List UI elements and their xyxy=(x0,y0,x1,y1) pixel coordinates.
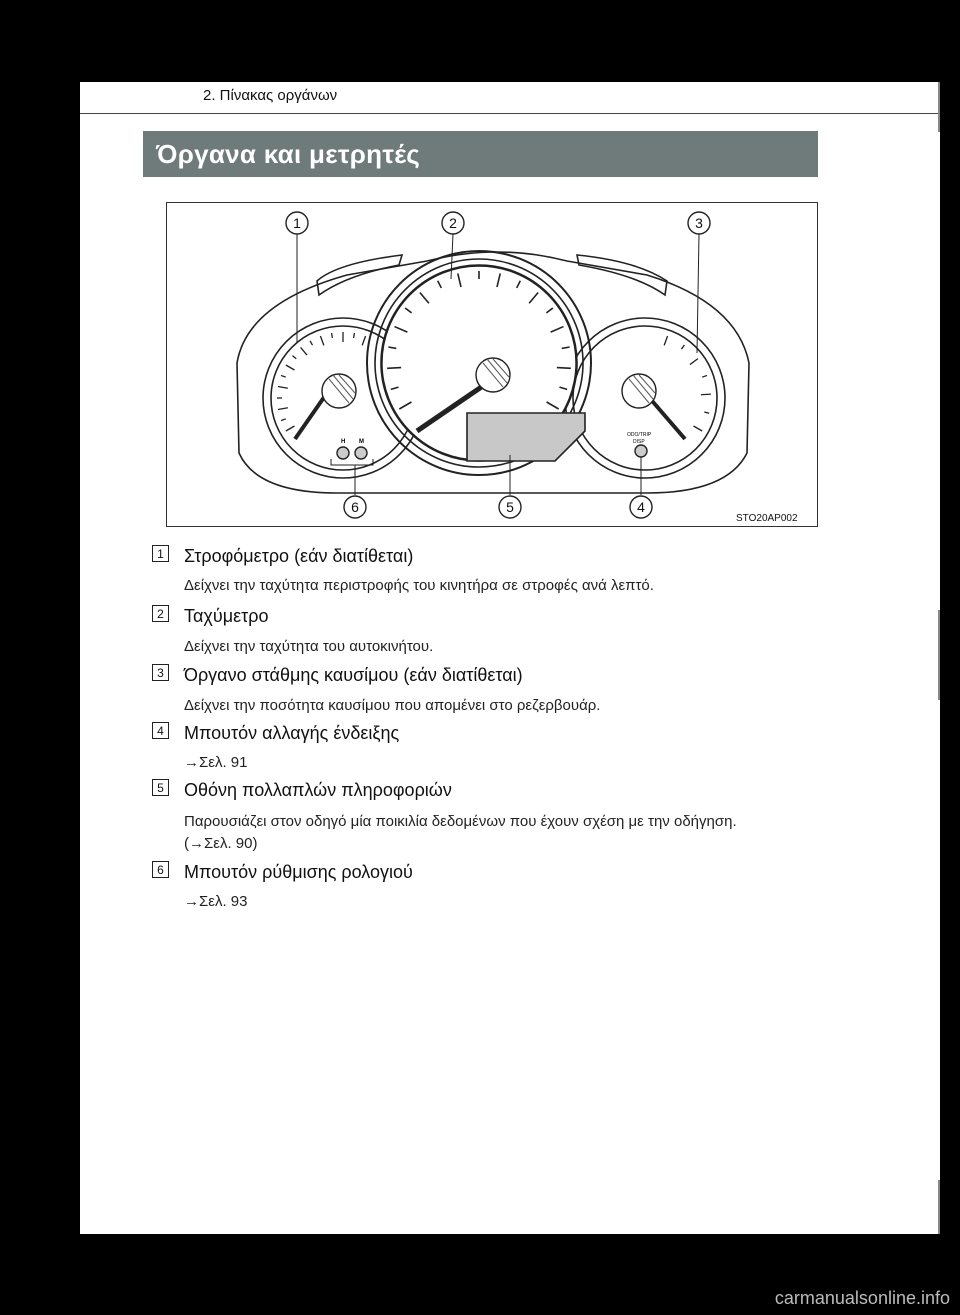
callout-5: 5 xyxy=(506,499,514,515)
h-label: H xyxy=(341,439,346,445)
item-desc-multi-info-ref: (→Σελ. 90) xyxy=(184,835,258,852)
crop-mark xyxy=(938,82,940,132)
item-number-2: 2 xyxy=(152,605,169,622)
item-title-clock-button: Μπουτόν ρύθμισης ρολογιού xyxy=(184,862,413,882)
gauge-tick xyxy=(286,365,295,370)
item-title-display-button: Μπουτόν αλλαγής ένδειξης xyxy=(184,723,400,743)
gauge-tick xyxy=(362,336,365,345)
gauge-tick xyxy=(286,426,295,431)
item-number-3: 3 xyxy=(152,664,169,681)
page-title: Όργανα και μετρητές xyxy=(156,139,421,169)
item-number-4: 4 xyxy=(152,722,169,739)
item-desc-speedometer: Δείχνει την ταχύτητα του αυτοκινήτου. xyxy=(184,638,434,655)
gauge-tick xyxy=(690,359,698,365)
gauge-tick xyxy=(332,333,333,338)
callout-6: 6 xyxy=(351,499,359,515)
gauge-tick xyxy=(557,368,571,369)
gauge-tick xyxy=(301,347,307,355)
fuel-gauge-ticks xyxy=(664,336,711,431)
gauge-tick xyxy=(693,426,702,431)
item-title-fuel-gauge: Όργανο στάθμης καυσίμου (εάν διατίθεται) xyxy=(184,665,523,685)
item-number-5: 5 xyxy=(152,779,169,796)
gauge-tick xyxy=(702,375,707,377)
callout-2: 2 xyxy=(449,215,457,231)
item-number-1: 1 xyxy=(152,545,169,562)
item-desc-tachometer: Δείχνει την ταχύτητα περιστροφής του κινητήρα σε στροφές ανά λεπτό. xyxy=(184,577,654,594)
callout-3: 3 xyxy=(695,215,703,231)
item-title-multi-info: Οθόνη πολλαπλών πληροφοριών xyxy=(184,780,452,800)
gauge-tick xyxy=(664,336,667,345)
disp-label: DISP xyxy=(633,439,645,445)
gauge-tick xyxy=(281,375,286,377)
m-label: M xyxy=(359,439,364,445)
multi-info-display xyxy=(467,413,585,461)
section-header: 2. Πίνακας οργάνων xyxy=(203,87,338,104)
gauge-tick xyxy=(704,412,709,413)
item-number-6: 6 xyxy=(152,861,169,878)
instrument-cluster-figure xyxy=(166,202,818,527)
crop-mark xyxy=(938,610,940,700)
figure-code: STO20AP002 xyxy=(736,513,798,524)
item-title-tachometer: Στροφόμετρο (εάν διατίθεται) xyxy=(184,546,414,566)
item-title-speedometer: Ταχύμετρο xyxy=(184,606,269,626)
odo-trip-button xyxy=(635,445,647,457)
m-button xyxy=(355,447,367,459)
crop-mark xyxy=(938,1180,940,1234)
item-desc-clock-button: →Σελ. 93 xyxy=(184,893,248,910)
gauge-tick xyxy=(292,356,296,359)
header-rule xyxy=(80,113,940,114)
watermark: carmanualsonline.info xyxy=(774,1288,950,1308)
item-desc-display-button: →Σελ. 91 xyxy=(184,754,248,771)
odo-trip-label: ODO/TRIP xyxy=(627,432,652,438)
gauge-tick xyxy=(681,345,684,349)
gauge-tick xyxy=(310,341,313,345)
gauge-tick xyxy=(320,336,323,345)
callout-1: 1 xyxy=(293,215,301,231)
h-button xyxy=(337,447,349,459)
gauge-tick xyxy=(281,419,286,421)
gauge-tick xyxy=(701,394,711,395)
gauge-tick xyxy=(354,333,355,338)
callout-4: 4 xyxy=(637,499,645,515)
instrument-cluster-illustration xyxy=(167,203,817,526)
gauge-tick xyxy=(387,368,401,369)
gauge-tick xyxy=(278,408,288,410)
item-desc-multi-info: Παρουσιάζει στον οδηγό μία ποικιλία δεδομένων που έχουν σχέση με την οδήγηση. xyxy=(184,813,737,830)
gauge-tick xyxy=(278,387,288,389)
item-desc-fuel-gauge: Δείχνει την ποσότητα καυσίμου που απομένει στο ρεζερβουάρ. xyxy=(184,697,601,714)
